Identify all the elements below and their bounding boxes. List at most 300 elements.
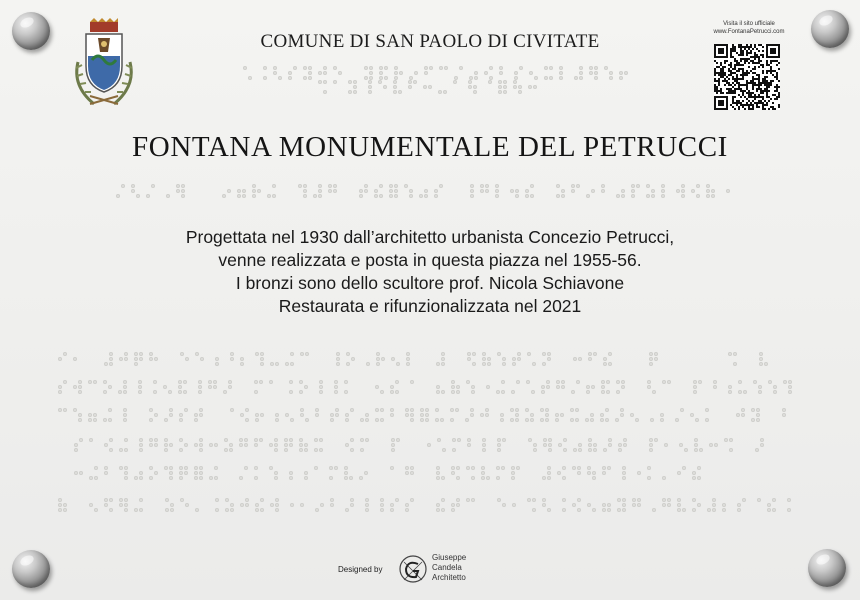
braille-dot [651,194,655,198]
braille-dot [563,438,567,442]
braille-dot [470,189,474,193]
braille-dot [393,85,397,89]
braille-dot [767,503,771,507]
braille-dot [410,418,414,422]
braille-dot [502,438,506,442]
braille-dot [74,471,78,475]
braille-dot [255,352,259,356]
braille-dot [684,448,688,452]
braille-dot [389,189,393,193]
braille-dot [409,189,413,193]
braille-dot [679,443,683,447]
braille-dot [257,189,261,193]
braille-dot [124,466,128,470]
braille-dot [436,503,440,507]
braille-dot [588,357,592,361]
braille-dot [473,90,477,94]
braille-dot [609,71,613,75]
braille-dot [278,76,282,80]
braille-dot [124,357,128,361]
braille-dot [390,508,394,512]
braille-dot [319,448,323,452]
braille-dot [194,443,198,447]
braille-dot [549,66,553,70]
braille-dot [693,385,697,389]
braille-dot [63,503,67,507]
braille-dot [368,90,372,94]
braille-dot [272,194,276,198]
braille-dot [131,184,135,188]
braille-dot [773,385,777,389]
braille-dot [712,503,716,507]
braille-dot [103,418,107,422]
braille-dot [391,448,395,452]
braille-dot [470,413,474,417]
braille-dot [394,76,398,80]
braille-dot [274,443,278,447]
braille-dot [572,466,576,470]
braille-dot [541,390,545,394]
braille-dot [661,194,665,198]
braille-dot [724,438,728,442]
braille-dot [179,438,183,442]
braille-dot [178,380,182,384]
braille-dot [557,471,561,475]
braille-dot [318,189,322,193]
braille-dot [344,471,348,475]
braille-dot [512,503,516,507]
braille-dot [691,189,695,193]
braille-dot [254,380,258,384]
braille-dot [329,476,333,480]
braille-dot [259,438,263,442]
braille-dot [274,471,278,475]
braille-dot [608,362,612,366]
braille-dot [214,466,218,470]
braille-dot [607,466,611,470]
braille-dot [722,508,726,512]
braille-dot [390,503,394,507]
braille-dot [396,438,400,442]
braille-dot [601,390,605,394]
braille-dot [515,189,519,193]
braille-dot [318,71,322,75]
braille-dot [573,357,577,361]
braille-dot [473,85,477,89]
braille-dot [248,76,252,80]
braille-dot [391,357,395,361]
braille-dot [240,413,244,417]
braille-dot [515,194,519,198]
braille-dot [587,466,591,470]
braille-dot [376,352,380,356]
braille-dot [153,380,157,384]
braille-dot [319,438,323,442]
braille-dot [713,380,717,384]
braille-dot [549,76,553,80]
braille-dot [593,443,597,447]
braille-dot [489,66,493,70]
braille-dot [441,357,445,361]
braille-dot [602,466,606,470]
braille-dot [616,194,620,198]
braille-dot [486,385,490,389]
braille-dot [511,466,515,470]
braille-dot [559,66,563,70]
braille-dot [315,413,319,417]
braille-dot [677,471,681,475]
braille-dot [333,80,337,84]
braille-dot [456,503,460,507]
braille-dot [621,385,625,389]
braille-dot [323,80,327,84]
braille-dot [547,352,551,356]
braille-dot [470,408,474,412]
braille-dot [230,352,234,356]
braille-dot [374,189,378,193]
braille-dot [154,443,158,447]
braille-dot [525,418,529,422]
braille-dot [756,418,760,422]
braille-dot [682,466,686,470]
braille-dot [199,448,203,452]
braille-dot [495,189,499,193]
braille-dot [500,418,504,422]
braille-dot [471,476,475,480]
braille-dot [395,498,399,502]
braille-dot [576,184,580,188]
braille-dot [733,352,737,356]
braille-dot [631,194,635,198]
braille-dot [652,390,656,394]
braille-dot [179,448,183,452]
braille-dot [530,194,534,198]
braille-dot [729,448,733,452]
braille-dot [298,184,302,188]
braille-dot [254,390,258,394]
braille-dot [788,390,792,394]
braille-dot [515,413,519,417]
braille-dot [138,380,142,384]
braille-dot [591,385,595,389]
braille-dot [592,476,596,480]
braille-dot [124,448,128,452]
braille-dot [709,443,713,447]
braille-dot [181,194,185,198]
braille-dot [468,85,472,89]
braille-dot [453,80,457,84]
braille-dot [394,71,398,75]
braille-dot [394,194,398,198]
braille-dot [384,76,388,80]
braille-dot [154,438,158,442]
braille-dot [293,66,297,70]
braille-dot [561,385,565,389]
braille-dot [398,90,402,94]
braille-dot [149,418,153,422]
braille-dot [541,385,545,389]
braille-dot [502,362,506,366]
braille-dot [359,189,363,193]
braille-dot [733,362,737,366]
braille-dot [753,380,757,384]
braille-dot [179,413,183,417]
braille-dot [366,362,370,366]
braille-dot [532,362,536,366]
braille-dot [451,380,455,384]
braille-dot [714,443,718,447]
braille-dot [123,380,127,384]
braille-dot [608,352,612,356]
braille-dot [350,498,354,502]
braille-dot [546,385,550,389]
braille-dot [577,498,581,502]
braille-dot [515,418,519,422]
braille-dot [662,476,666,480]
braille-dot [694,443,698,447]
braille-dot [571,189,575,193]
braille-dot [592,471,596,475]
braille-dot [502,503,506,507]
braille-dot [134,508,138,512]
braille-dot [365,438,369,442]
braille-dot [320,503,324,507]
braille-dot [405,413,409,417]
braille-dot [470,194,474,198]
braille-dot [229,448,233,452]
braille-dot [168,390,172,394]
braille-dot [697,503,701,507]
braille-dot [88,418,92,422]
braille-dot [360,418,364,422]
braille-dot [579,71,583,75]
braille-dot [344,466,348,470]
braille-dot [379,66,383,70]
braille-dot [542,352,546,356]
braille-dot [184,466,188,470]
braille-dot [348,90,352,94]
braille-dot [151,184,155,188]
braille-dot [198,385,202,389]
braille-dot [335,408,339,412]
braille-dot [437,438,441,442]
braille-dot [547,471,551,475]
braille-dot [602,471,606,475]
braille-dot [58,498,62,502]
braille-dot [636,184,640,188]
braille-dot [364,66,368,70]
braille-dot [318,80,322,84]
braille-dot [698,380,702,384]
braille-dot [244,438,248,442]
braille-dot [178,390,182,394]
braille-dot [315,408,319,412]
braille-dot [561,380,565,384]
braille-dot [603,357,607,361]
braille-dot [104,362,108,366]
braille-dot [319,380,323,384]
braille-dot [616,390,620,394]
braille-dot [333,189,337,193]
braille-dot [383,85,387,89]
braille-dot [104,443,108,447]
braille-dot [654,352,658,356]
braille-dot [572,503,576,507]
braille-dot [299,443,303,447]
braille-dot [365,413,369,417]
braille-dot [601,189,605,193]
braille-dot [608,438,612,442]
braille-dot [270,503,274,507]
braille-dot [603,448,607,452]
braille-dot [561,194,565,198]
braille-dot [456,498,460,502]
braille-dot [609,76,613,80]
braille-dot [170,508,174,512]
braille-dot [758,385,762,389]
braille-dot [369,71,373,75]
braille-dot [457,438,461,442]
braille-dot [365,418,369,422]
braille-dot [692,498,696,502]
braille-dot [425,408,429,412]
braille-dot [315,508,319,512]
braille-dot [696,184,700,188]
braille-dot [289,443,293,447]
braille-dot [619,71,623,75]
braille-dot [588,448,592,452]
braille-dot [442,448,446,452]
braille-dot [303,189,307,193]
braille-dot [153,390,157,394]
braille-dot [124,352,128,356]
braille-dot [245,408,249,412]
braille-dot [183,380,187,384]
braille-dot [209,476,213,480]
braille-dot [667,380,671,384]
braille-dot [454,76,458,80]
plaque-title: FONTANA MONUMENTALE DEL PETRUCCI [132,131,728,163]
braille-dot [705,418,709,422]
braille-dot [208,380,212,384]
braille-dot [677,498,681,502]
braille-dot [605,418,609,422]
braille-dot [502,357,506,361]
braille-dot [782,408,786,412]
braille-dot [329,466,333,470]
braille-dot [254,466,258,470]
braille-dot [344,390,348,394]
braille-dot [545,418,549,422]
braille-dot [622,498,626,502]
braille-dot [164,438,168,442]
braille-dot [496,476,500,480]
braille-dot [123,385,127,389]
braille-dot [617,498,621,502]
braille-dot [376,357,380,361]
braille-dot [209,443,213,447]
braille-dot [787,498,791,502]
braille-dot [499,66,503,70]
braille-dot [136,194,140,198]
braille-dot [338,71,342,75]
architect-credit-line: Architetto [432,573,466,582]
braille-dot [381,357,385,361]
braille-dot [389,184,393,188]
braille-dot [585,418,589,422]
braille-dot [467,438,471,442]
braille-dot [379,184,383,188]
braille-dot [345,508,349,512]
braille-dot [275,498,279,502]
braille-dot [336,357,340,361]
braille-dot [334,380,338,384]
braille-dot [414,71,418,75]
braille-dot [272,184,276,188]
braille-dot [532,508,536,512]
braille-dot [630,413,634,417]
braille-dot [562,476,566,480]
braille-dot [93,413,97,417]
braille-dot [561,189,565,193]
braille-dot [601,385,605,389]
braille-dot [176,189,180,193]
braille-dot [695,418,699,422]
braille-dot [681,189,685,193]
braille-dot [692,508,696,512]
braille-dot [404,184,408,188]
braille-dot [169,413,173,417]
braille-dot [184,408,188,412]
braille-dot [615,418,619,422]
braille-dot [230,357,234,361]
braille-dot [773,390,777,394]
braille-dot [760,438,764,442]
braille-dot [244,443,248,447]
braille-dot [149,476,153,480]
braille-dot [693,390,697,394]
braille-dot [365,503,369,507]
braille-dot [501,380,505,384]
braille-dot [755,448,759,452]
braille-dot [104,503,108,507]
braille-dot [308,76,312,80]
braille-dot [495,184,499,188]
braille-dot [711,194,715,198]
braille-dot [602,503,606,507]
braille-dot [345,413,349,417]
braille-dot [124,438,128,442]
braille-dot [601,380,605,384]
braille-dot [285,413,289,417]
braille-dot [558,443,562,447]
braille-dot [124,476,128,480]
braille-dot [467,352,471,356]
braille-dot [259,380,263,384]
braille-dot [480,189,484,193]
braille-dot [692,471,696,475]
braille-dot [89,438,93,442]
braille-dot [405,466,409,470]
braille-dot [184,443,188,447]
braille-dot [759,352,763,356]
braille-dot [274,476,278,480]
braille-dot [676,189,680,193]
braille-dot [308,66,312,70]
braille-dot [759,357,763,361]
braille-dot [649,362,653,366]
braille-dot [244,466,248,470]
